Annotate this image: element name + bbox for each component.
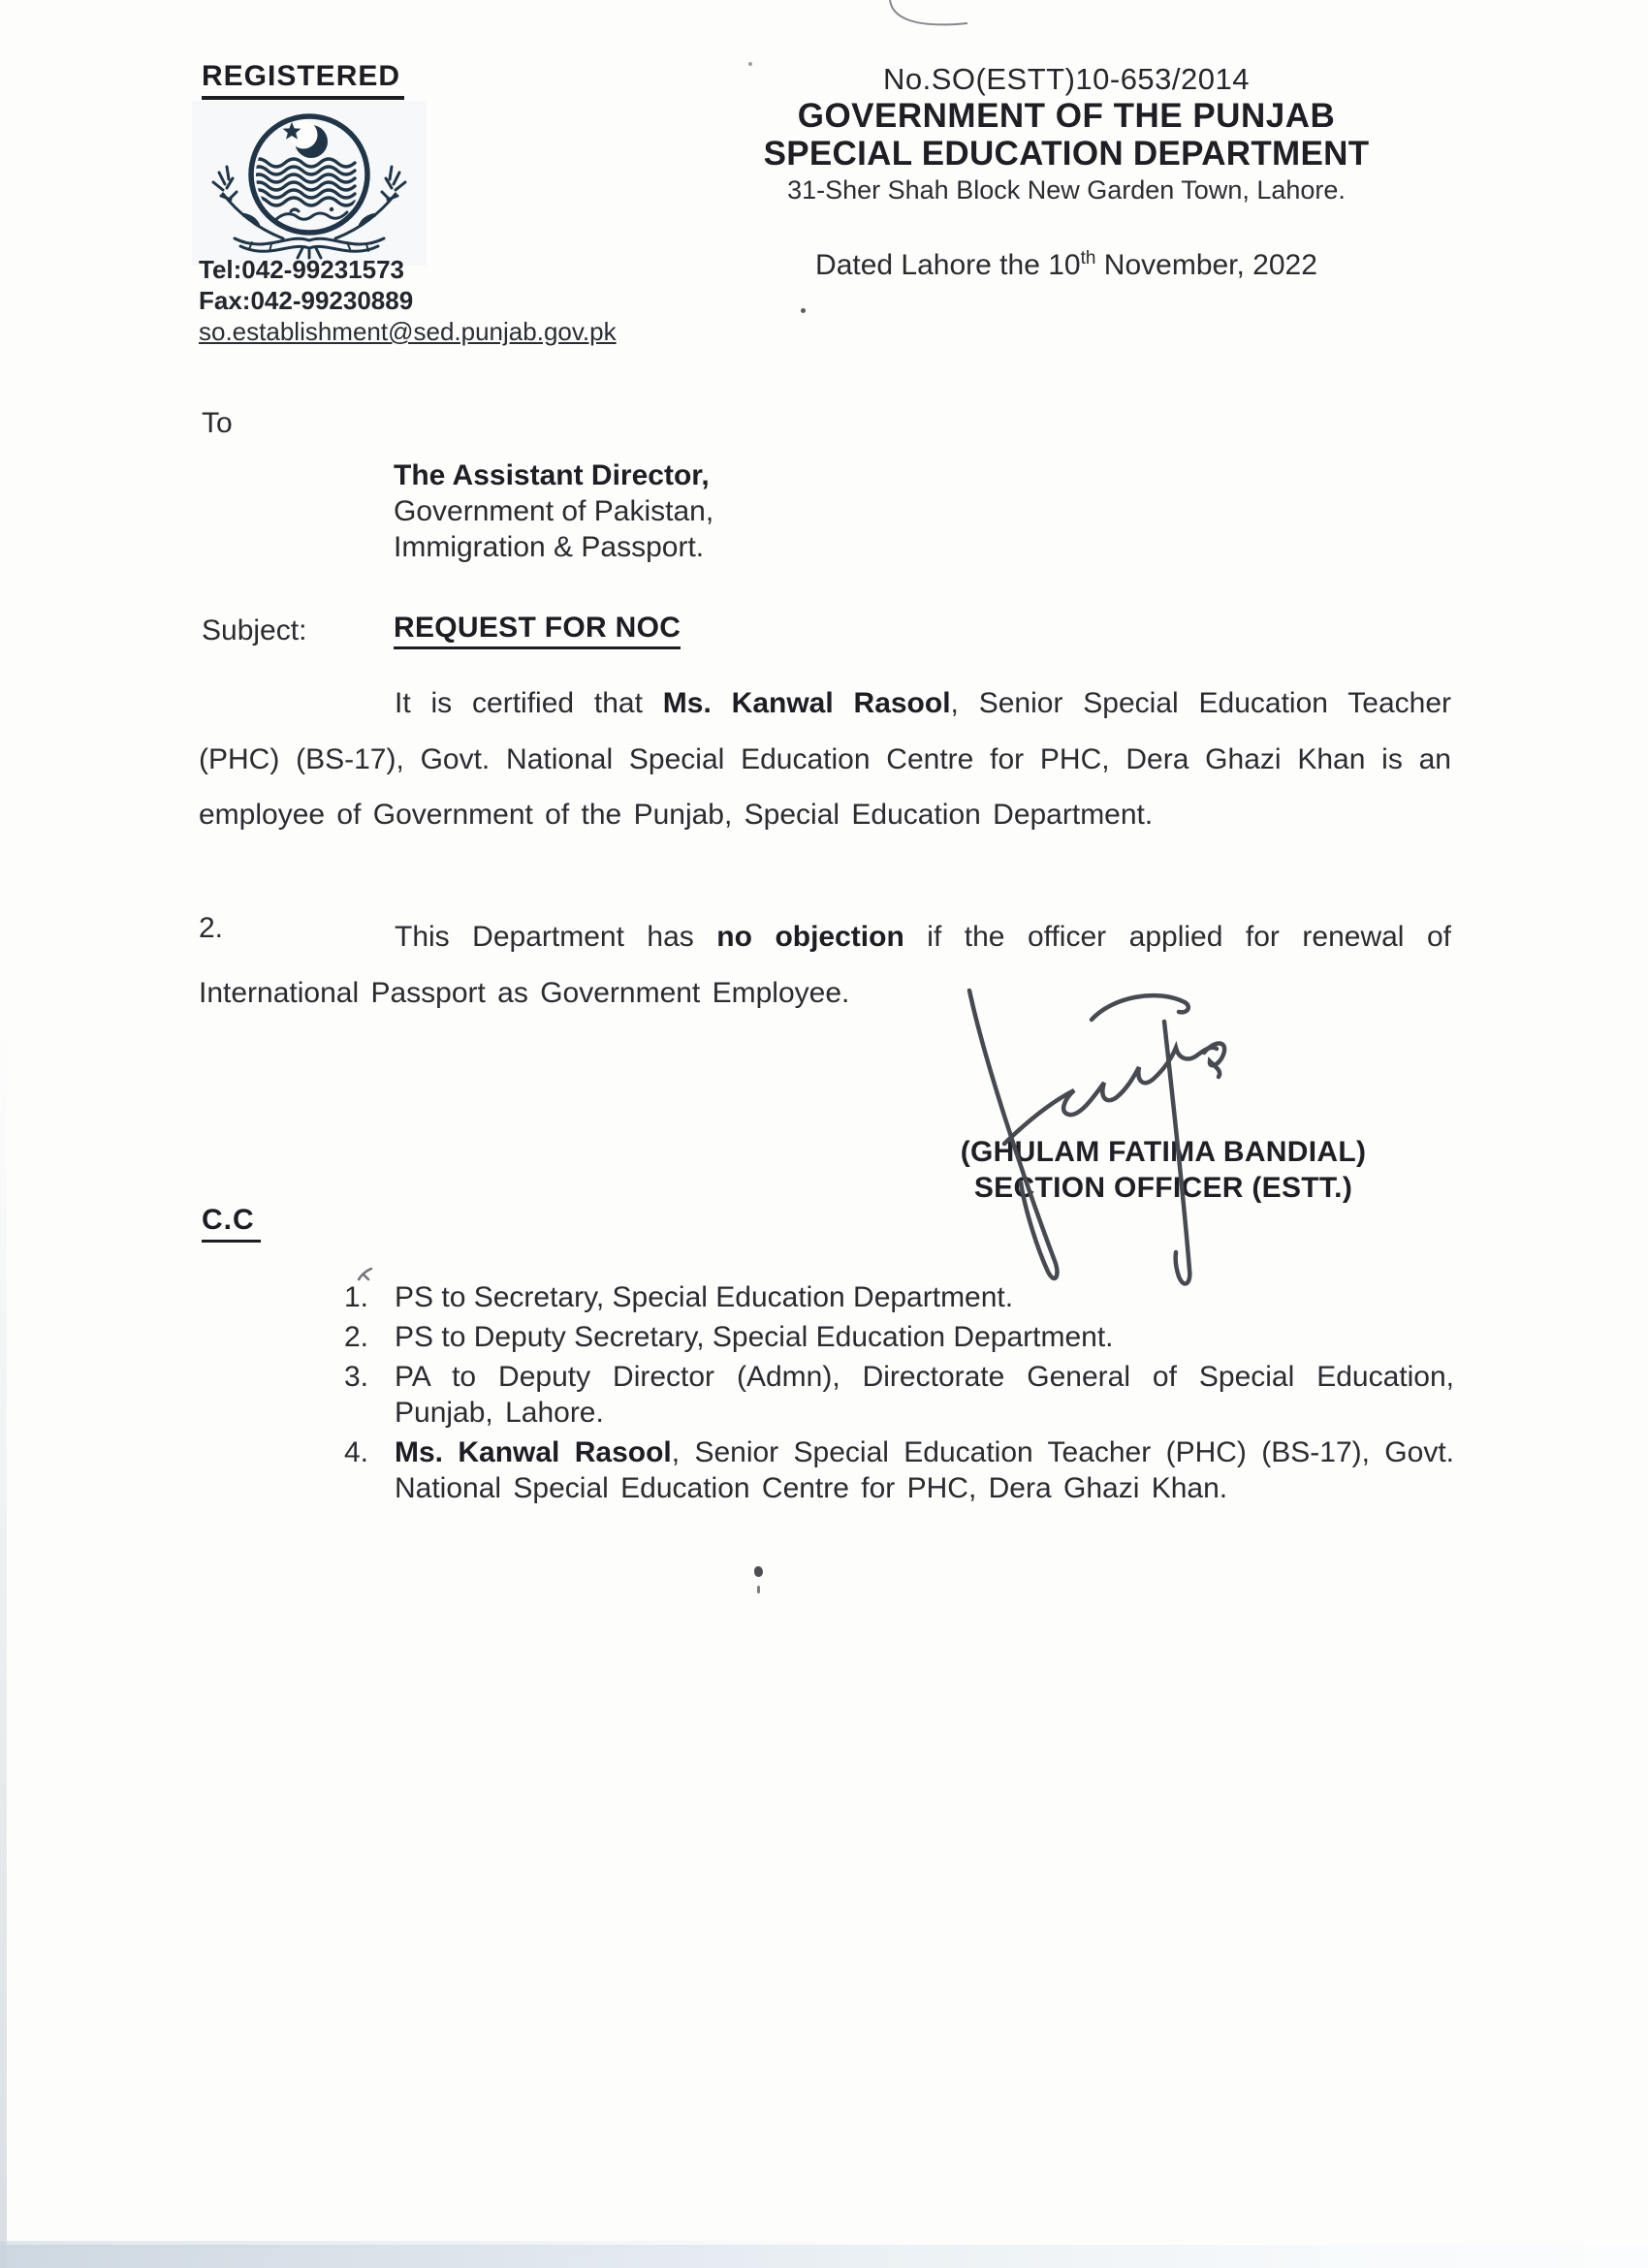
cc-item-number: 1. [344, 1281, 369, 1313]
punjab-government-crest-icon [194, 103, 425, 266]
date-prefix: Dated Lahore the 10 [815, 249, 1081, 281]
cc-item-number: 2. [344, 1321, 369, 1353]
scan-speck [748, 62, 752, 66]
handwritten-signature-icon [929, 977, 1394, 1297]
letter-date [679, 248, 1454, 282]
para1-bold-name: Ms. Kanwal Rasool [662, 687, 951, 719]
scan-left-edge-shadow [0, 1018, 7, 2268]
cc-label: C.C [202, 1204, 261, 1243]
contact-block [199, 254, 617, 347]
cc-list [344, 1279, 1454, 1510]
subject-label: Subject: [202, 614, 307, 646]
scan-ink-blot-tail [757, 1586, 760, 1593]
recipient-department: Immigration & Passport. [394, 531, 705, 563]
body-paragraph-1 [199, 676, 1451, 843]
cc-item-number: 4. [344, 1436, 369, 1468]
date-ordinal-suffix: th [1080, 248, 1096, 268]
fax-number: Fax:042-99230889 [199, 286, 414, 315]
telephone-number: Tel:042-99231573 [199, 255, 405, 284]
cc-item-bold: Ms. Kanwal Rasool [395, 1436, 672, 1468]
reference-number: No.SO(ESTT)10-653/2014 [882, 62, 1250, 96]
department-title: SPECIAL EDUCATION DEPARTMENT [763, 135, 1370, 173]
recipient-name: The Assistant Director, [394, 459, 710, 491]
recipient-address-block [394, 457, 713, 565]
signatory-name: (GHULAM FATIMA BANDIAL) [960, 1136, 1367, 1168]
cc-item-body: PS to Secretary, Special Education Department. [395, 1281, 1014, 1313]
subject-title: REQUEST FOR NOC [394, 612, 681, 649]
paragraph-2-number: 2. [199, 912, 224, 944]
cc-item-body: , Senior Special Education Teacher (PHC) (BS-17), Govt. National Special Education Centre for PHC, Dera Ghazi Khan. [395, 1436, 1454, 1504]
email-address: so.establishment@sed.punjab.gov.pk [199, 317, 617, 346]
para2-text-continued: if the officer applied for renewal of International Passport as Government Employee. [199, 921, 1451, 1009]
cc-item [344, 1434, 1454, 1506]
cc-item [344, 1319, 1454, 1355]
para1-text: It is certified that [395, 687, 663, 719]
registered-label: REGISTERED [202, 60, 404, 100]
para2-text: This Department has [395, 921, 717, 953]
cc-item-number: 3. [344, 1361, 369, 1393]
scan-speck [801, 308, 806, 313]
recipient-organization: Government of Pakistan, [394, 495, 714, 527]
scan-bottom-edge-shadow [0, 2245, 1648, 2268]
cc-item-body: PA to Deputy Director (Admn), Directorate General of Special Education, Punjab, Lahore. [395, 1361, 1454, 1429]
cc-item-text [395, 1359, 1454, 1431]
department-address: 31-Sher Shah Block New Garden Town, Lahore. [787, 175, 1346, 205]
para2-bold-phrase: no objection [716, 921, 904, 953]
date-suffix: November, 2022 [1095, 249, 1317, 281]
scan-pen-curve-artifact [834, 0, 1008, 39]
para1-text-continued: , Senior Special Education Teacher (PHC) (BS-17), Govt. National Special Education Centre for PHC, Dera Ghazi Khan is an employee of Government of the Punjab, Special Education Department. [199, 687, 1451, 831]
government-title: GOVERNMENT OF THE PUNJAB [797, 97, 1336, 135]
to-label: To [202, 407, 233, 439]
cc-item-body: PS to Deputy Secretary, Special Education Department. [395, 1321, 1114, 1353]
cc-item [344, 1359, 1454, 1431]
scan-ink-blot [754, 1566, 763, 1577]
cc-item-text [395, 1434, 1454, 1506]
cc-item-text [395, 1319, 1454, 1355]
signatory-title: SECTION OFFICER (ESTT.) [973, 1172, 1353, 1204]
